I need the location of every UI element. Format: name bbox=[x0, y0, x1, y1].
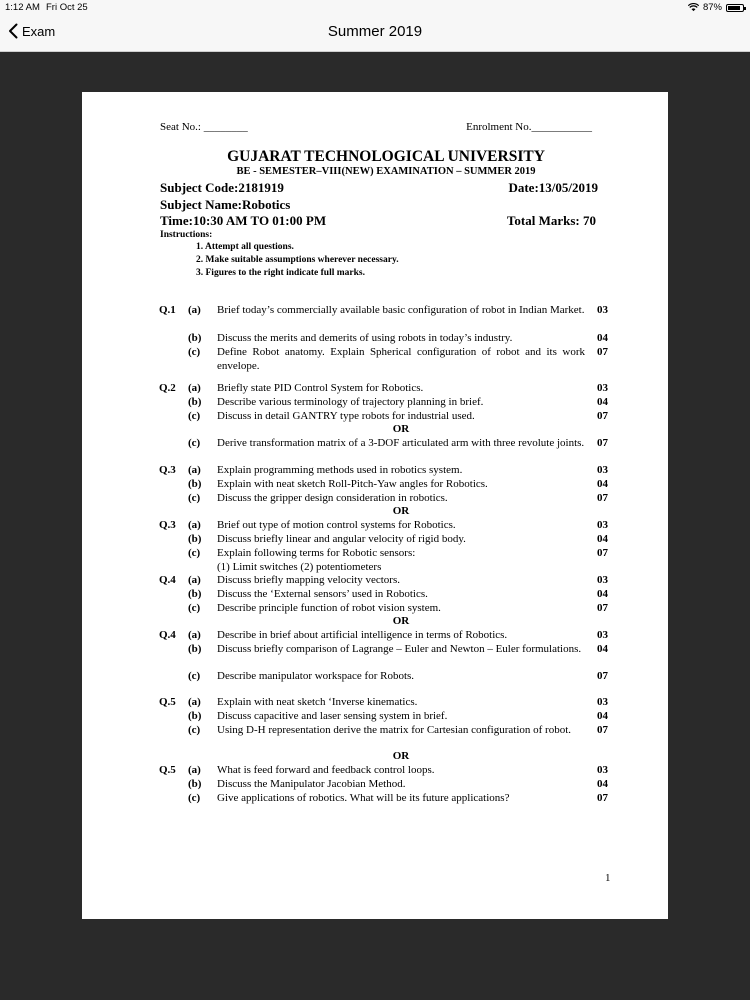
subquestion-label: (a) bbox=[188, 519, 201, 531]
question-text: Explain following terms for Robotic sensors: bbox=[217, 547, 416, 559]
subquestion-label: (b) bbox=[188, 396, 202, 408]
subquestion-label: (b) bbox=[188, 588, 202, 600]
question-number: Q.1 bbox=[159, 304, 176, 316]
question-text: Explain with neat sketch Roll-Pitch-Yaw angles for Robotics. bbox=[217, 478, 488, 490]
enrolment-number: Enrolment No.___________ bbox=[466, 121, 592, 133]
or-separator: OR bbox=[392, 423, 410, 435]
question-text: What is feed forward and feedback control loops. bbox=[217, 764, 435, 776]
question-marks: 04 bbox=[597, 643, 608, 655]
subquestion-label: (a) bbox=[188, 382, 201, 394]
question-text: Brief out type of motion control systems for Robotics. bbox=[217, 519, 456, 531]
question-text: Describe in brief about artificial intelligence in terms of Robotics. bbox=[217, 629, 508, 641]
subquestion-label: (c) bbox=[188, 492, 201, 504]
subject-code: Subject Code:2181919 bbox=[160, 180, 284, 195]
wifi-icon bbox=[688, 3, 699, 12]
question-text: Describe various terminology of trajectory planning in brief. bbox=[217, 396, 484, 408]
pdf-page[interactable] bbox=[82, 92, 668, 919]
question-marks: 07 bbox=[597, 547, 608, 559]
question-marks: 04 bbox=[597, 332, 608, 344]
question-number: Q.3 bbox=[159, 464, 176, 476]
subquestion-label: (b) bbox=[188, 332, 202, 344]
question-marks: 04 bbox=[597, 588, 608, 600]
question-marks: 04 bbox=[597, 533, 608, 545]
question-text: Define Robot anatomy. Explain Spherical configuration of robot and its work envelope. bbox=[217, 346, 585, 372]
navigation-bar bbox=[0, 14, 750, 52]
subquestion-label: (a) bbox=[188, 304, 201, 316]
subquestion-label: (c) bbox=[188, 437, 201, 449]
exam-date: Date:13/05/2019 bbox=[508, 180, 598, 195]
status-bar bbox=[0, 0, 750, 14]
exam-line: BE - SEMESTER–VIII(NEW) EXAMINATION – SUMMER 2019 bbox=[236, 166, 536, 177]
question-marks: 07 bbox=[597, 792, 608, 804]
instructions-heading: Instructions: bbox=[160, 230, 213, 240]
subquestion-label: (a) bbox=[188, 464, 201, 476]
or-separator: OR bbox=[392, 615, 410, 627]
status-date: Fri Oct 25 bbox=[46, 2, 88, 13]
question-marks: 07 bbox=[597, 670, 608, 682]
question-marks: 03 bbox=[597, 629, 608, 641]
subquestion-label: (b) bbox=[188, 710, 202, 722]
seat-number: Seat No.: ________ bbox=[160, 121, 248, 133]
battery-icon bbox=[726, 4, 744, 12]
question-text: Using D-H representation derive the matrix for Cartesian configuration of robot. bbox=[217, 724, 572, 736]
question-marks: 07 bbox=[597, 437, 608, 449]
question-marks: 03 bbox=[597, 464, 608, 476]
status-right bbox=[688, 2, 744, 13]
question-marks: 07 bbox=[597, 724, 608, 736]
question-marks: 07 bbox=[597, 492, 608, 504]
question-marks: 03 bbox=[597, 382, 608, 394]
instruction-item: 2. Make suitable assumptions wherever necessary. bbox=[196, 255, 399, 265]
question-number: Q.3 bbox=[159, 519, 176, 531]
question-text: Explain programming methods used in robotics system. bbox=[217, 464, 463, 476]
page-number: 1 bbox=[605, 872, 611, 884]
subquestion-label: (c) bbox=[188, 602, 201, 614]
subquestion-label: (a) bbox=[188, 696, 201, 708]
subquestion-label: (c) bbox=[188, 724, 201, 736]
question-text: Discuss briefly comparison of Lagrange – Euler and Newton – Euler formulations. bbox=[217, 643, 582, 655]
question-number: Q.2 bbox=[159, 382, 176, 394]
subquestion-label: (c) bbox=[188, 792, 201, 804]
subquestion-label: (b) bbox=[188, 533, 202, 545]
question-marks: 03 bbox=[597, 574, 608, 586]
back-label: Exam bbox=[22, 23, 56, 39]
question-text: Discuss the merits and demerits of using robots in today’s industry. bbox=[217, 332, 513, 344]
question-text: Explain with neat sketch ‘Inverse kinematics. bbox=[217, 696, 418, 708]
question-text: Discuss briefly linear and angular velocity of rigid body. bbox=[217, 533, 466, 545]
instruction-item: 3. Figures to the right indicate full marks. bbox=[196, 268, 365, 278]
question-number: Q.5 bbox=[159, 764, 176, 776]
question-marks: 03 bbox=[597, 696, 608, 708]
exam-time: Time:10:30 AM TO 01:00 PM bbox=[160, 213, 327, 228]
question-text: Discuss in detail GANTRY type robots for industrial used. bbox=[217, 410, 475, 422]
subquestion-label: (a) bbox=[188, 629, 201, 641]
question-marks: 04 bbox=[597, 478, 608, 490]
total-marks: Total Marks: 70 bbox=[506, 213, 596, 228]
question-marks: 04 bbox=[597, 396, 608, 408]
question-number: Q.5 bbox=[159, 696, 176, 708]
question-marks: 04 bbox=[597, 710, 608, 722]
subquestion-label: (b) bbox=[188, 643, 202, 655]
question-text: Discuss the ‘External sensors’ used in Robotics. bbox=[217, 588, 428, 600]
subquestion-label: (b) bbox=[188, 478, 202, 490]
question-marks: 03 bbox=[597, 519, 608, 531]
subquestion-label: (c) bbox=[188, 410, 201, 422]
question-text-continued: (1) Limit switches (2) potentiometers bbox=[217, 560, 382, 573]
status-time: 1:12 AM bbox=[5, 2, 40, 13]
subquestion-label: (a) bbox=[188, 574, 201, 586]
question-text: Give applications of robotics. What will be its future applications? bbox=[217, 792, 510, 804]
battery-percent: 87% bbox=[702, 2, 722, 13]
question-marks: 03 bbox=[597, 304, 608, 316]
subquestion-label: (c) bbox=[188, 547, 201, 559]
question-marks: 03 bbox=[597, 764, 608, 776]
question-text: Discuss capacitive and laser sensing system in brief. bbox=[217, 710, 448, 722]
instruction-item: 1. Attempt all questions. bbox=[196, 242, 294, 252]
subquestion-label: (c) bbox=[188, 346, 201, 358]
question-marks: 07 bbox=[597, 602, 608, 614]
question-text: Describe principle function of robot vision system. bbox=[217, 602, 441, 614]
question-text: Discuss briefly mapping velocity vectors. bbox=[217, 574, 400, 586]
subquestion-label: (c) bbox=[188, 670, 201, 682]
subject-name: Subject Name:Robotics bbox=[160, 197, 291, 212]
question-text: Derive transformation matrix of a 3-DOF articulated arm with three revolute joints. bbox=[217, 437, 585, 449]
university-name: GUJARAT TECHNOLOGICAL UNIVERSITY bbox=[227, 148, 545, 165]
question-marks: 04 bbox=[597, 778, 608, 790]
question-marks: 07 bbox=[597, 410, 608, 422]
question-marks: 07 bbox=[597, 346, 608, 358]
question-text: Brief today’s commercially available basic configuration of robot in Indian Market. bbox=[217, 304, 585, 316]
or-separator: OR bbox=[392, 750, 410, 762]
or-separator: OR bbox=[392, 505, 410, 517]
question-text: Briefly state PID Control System for Robotics. bbox=[217, 382, 424, 394]
question-number: Q.4 bbox=[159, 574, 176, 586]
document-title: Summer 2019 bbox=[327, 23, 423, 40]
question-text: Discuss the gripper design consideration in robotics. bbox=[217, 492, 448, 504]
subquestion-label: (b) bbox=[188, 778, 202, 790]
question-text: Discuss the Manipulator Jacobian Method. bbox=[217, 778, 406, 790]
question-text: Describe manipulator workspace for Robots. bbox=[217, 670, 415, 682]
question-number: Q.4 bbox=[159, 629, 176, 641]
subquestion-label: (a) bbox=[188, 764, 201, 776]
